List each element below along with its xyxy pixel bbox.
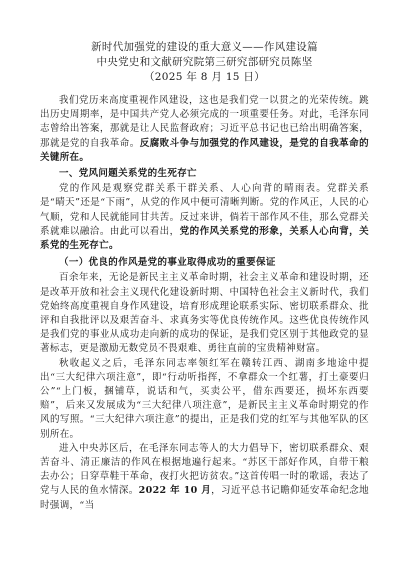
document-date: （2025 年 8 月 15 日） bbox=[143, 71, 266, 83]
section-paragraph-4-text: 进入中央苏区后，在毛泽东同志等人的大力倡导下，密切联系群众、艰苦奋斗、清正廉洁的作风在根据地遍行起来。“苏区干部好作风，自带干粮去办公；日穿草鞋干革命，夜打火把访贫农。”这首传唱一时的歌谣，表达了党与人民的鱼水情深。 bbox=[40, 442, 369, 497]
section-paragraph-4 bbox=[40, 442, 369, 513]
section-heading: 一、党风问题关系党的生死存亡 bbox=[59, 168, 197, 180]
document-title: 新时代加强党的建设的重大意义——作风建设篇 bbox=[91, 41, 318, 53]
section-paragraph-2: 百余年来，无论是新民主主义革命时期，社会主义革命和建设时期，还是改革开放和社会主义现代化建设新时期、中国特色社会主义新时代，我们党始终高度重视自身作风建设，培育形成理论联系实际、密切联系群众、批评和自我批评以及艰苦奋斗、求真务实等优良传统作风。这些优良传统作风是我们党的事业从成功走向新的成功的保证，是我们党区别于其他政党的显著标志，更是激励无数党员不畏艰难、勇往直前的宝贵精神财富。 bbox=[40, 272, 369, 355]
document-author: 中央党史和文献研究院第三研究部研究员陈坚 bbox=[96, 56, 313, 68]
intro-text: 我们党历来高度重视作风建设，这也是我们党一以贯之的光荣传统。跳出历史周期率，是中国共产党人必须完成的一项重要任务。对此，毛泽东同志曾给出答案，那就是让人民监督政府；习近平总书记也已给出明确答案，那就是党的自我革命。 bbox=[40, 95, 369, 149]
subsection-heading: （一）优良的作风是党的事业取得成功的重要保证 bbox=[59, 257, 276, 269]
section-paragraph-4-tail: ，习近平总书记瞻仰延安革命纪念地时强调，“当 bbox=[40, 485, 369, 511]
intro-paragraph bbox=[40, 94, 369, 165]
section-paragraph-1-text: 党的作风是观察党群关系干群关系、人心向背的晴雨表。党群关系是“晴天”还是“下雨”，从党的作风中便可清晰判断。党的作风正，人民的心气顺，党和人民就能同甘共苦。反过来讲，倘若干部作风不佳，那么党群关系就难以融洽。由此可以看出， bbox=[40, 183, 369, 237]
intro-bold-text: 反腐败斗争与加强党的作风建设，是党的自我革命的关键所在。 bbox=[40, 137, 369, 163]
section-paragraph-4-bold: 2022 年 10 月 bbox=[138, 485, 212, 497]
section-paragraph-1-bold: 党的作风关系党的形象，关系人心向背，关系党的生死存亡。 bbox=[40, 225, 369, 252]
section-paragraph-1 bbox=[40, 182, 369, 253]
section-paragraph-3: 秋收起义之后，毛泽东同志率领红军在赣转江西、湖南多地途中提出“三大纪律六项注意”，即“行动听指挥，不拿群众一个红薯，打土豪要归公”“上门板，捆铺草，说话和气，买卖公平，借东西要还，损坏东西要赔”，后来又发展成为“三大纪律八项注意”，是新民主主义革命时期党的作风的写照。“三大纪律六项注意”的提出，正是我们党的红军与其他军队的区别所在。 bbox=[40, 357, 369, 440]
